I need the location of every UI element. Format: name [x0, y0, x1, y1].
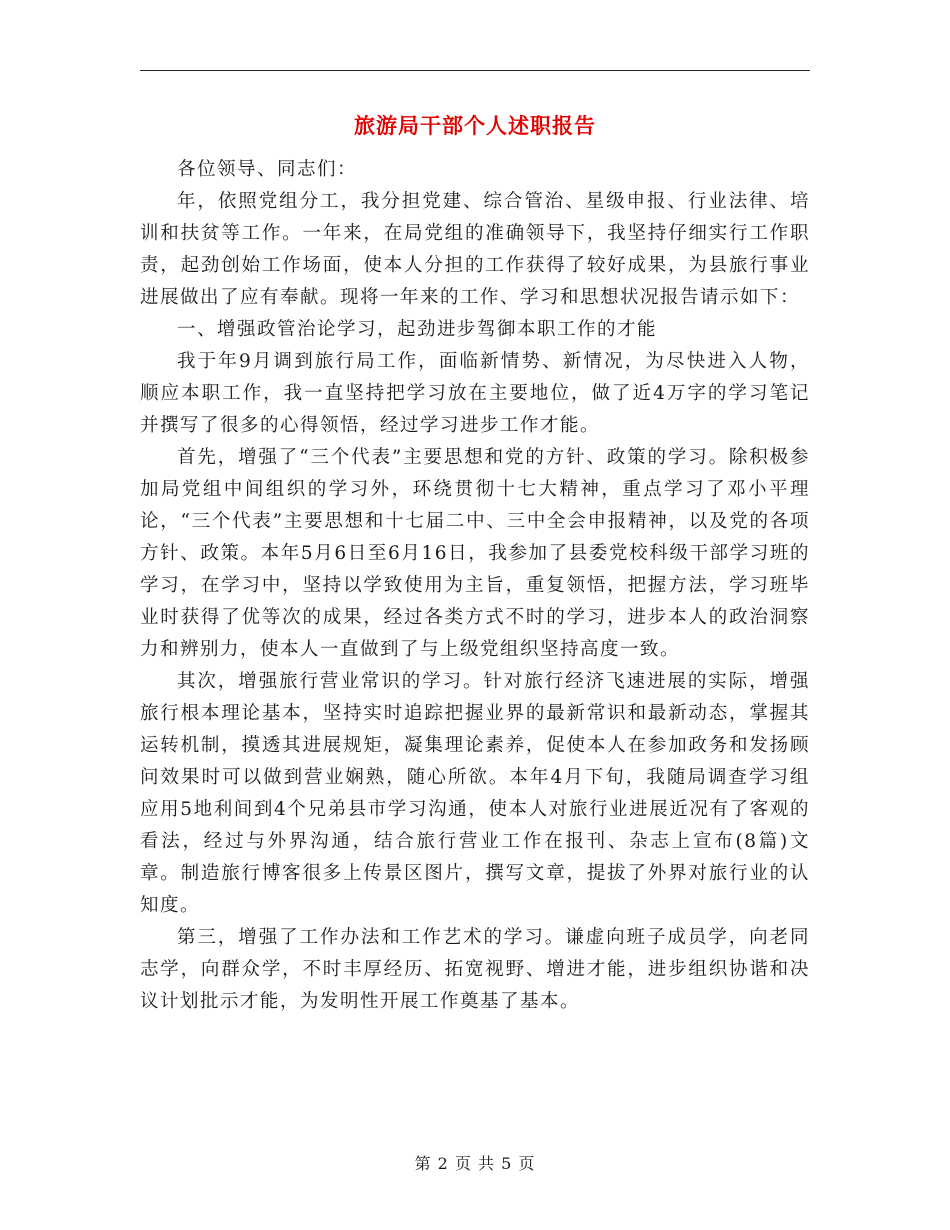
document-title: 旅游局干部个人述职报告 — [354, 113, 596, 138]
body-paragraph: 其次，增强旅行营业常识的学习。针对旅行经济飞速进展的实际，增强旅行根本理论基本，坚持实时追踪把握业界的最新常识和最新动态，掌握其运转机制，摸透其进展规矩，凝集理论素养，促使本人在参加政务和发扬顾问效果时可以做到营业娴熟，随心所欲。本年4月下旬，我随局调查学习组应用5地利间到4个兄弟县市学习沟通，使本人对旅行业进展近况有了客观的看法，经过与外界沟通，结合旅行营业工作在报刊、杂志上宣布(8篇)文章。制造旅行博客很多上传景区图片，撰写文章，提拔了外界对旅行业的认知度。 — [140, 671, 810, 916]
header-rule — [140, 70, 810, 71]
body-paragraph: 年，依照党组分工，我分担党建、综合管治、星级申报、行业法律、培训和扶贫等工作。一年来，在局党组的准确领导下，我坚持仔细实行工作职责，起劲创始工作场面，使本人分担的工作获得了较好成果，为县旅行事业进展做出了应有奉献。现将一年来的工作、学习和思想状况报告请示如下： — [140, 191, 810, 308]
document-body — [140, 154, 810, 1018]
section-heading: 一、增强政管治论学习，起劲进步驾御本职工作的才能 — [177, 319, 658, 340]
body-paragraph: 第三，增强了工作办法和工作艺术的学习。谦虚向班子成员学，向老同志学，向群众学，不时丰厚经历、拓宽视野、增进才能，进步组织协谐和决议计划批示才能，为发明性开展工作奠基了基本。 — [140, 927, 810, 1012]
body-paragraph: 我于年9月调到旅行局工作，面临新情势、新情况，为尽快进入人物，顺应本职工作，我一直坚持把学习放在主要地位，做了近4万字的学习笔记并撰写了很多的心得领悟，经过学习进步工作才能。 — [140, 351, 810, 436]
salutation-paragraph: 各位领导、同志们： — [177, 159, 358, 180]
page-footer: 第 2 页 共 5 页 — [414, 1154, 536, 1173]
body-paragraph: 首先，增强了“三个代表”主要思想和党的方针、政策的学习。除积极参加局党组中间组织的学习外，环绕贯彻十七大精神，重点学习了邓小平理论，“三个代表”主要思想和十七届二中、三中全会申报精神，以及党的各项方针、政策。本年5月6日至6月16日，我参加了县委党校科级干部学习班的学习，在学习中，坚持以学致使用为主旨，重复领悟，把握方法，学习班毕业时获得了优等次的成果，经过各类方式不时的学习，进步本人的政治洞察力和辨别力，使本人一直做到了与上级党组织坚持高度一致。 — [140, 447, 810, 660]
